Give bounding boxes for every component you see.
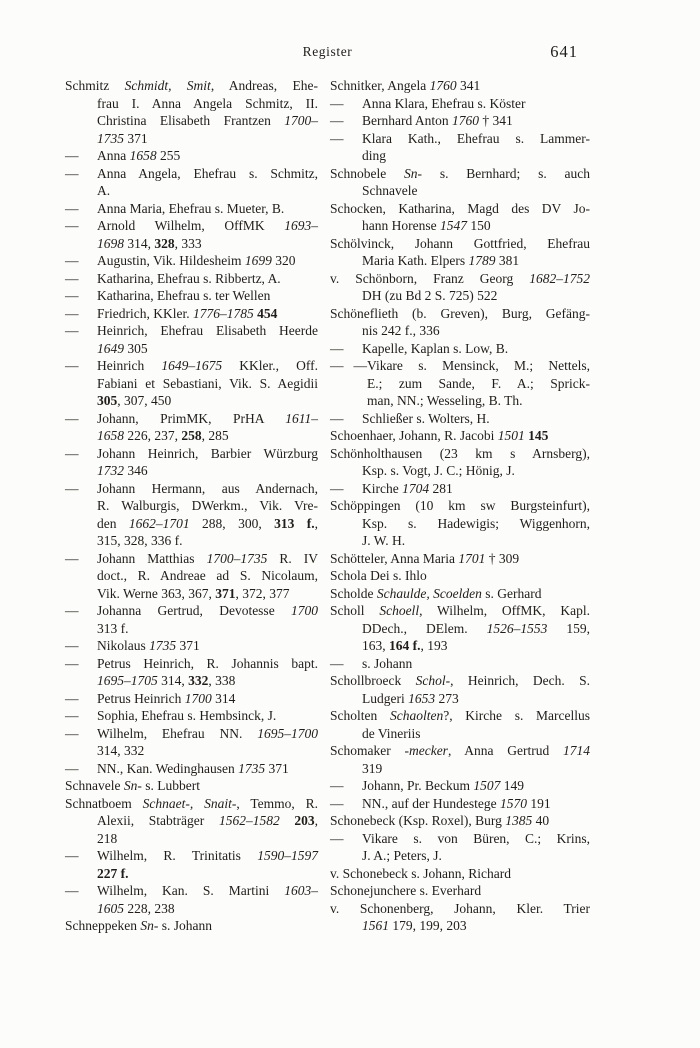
entry-dash: — — [330, 340, 344, 356]
index-line: Schnatboem Schnaet-, Snait-, Temmo, R. — [65, 795, 318, 811]
index-line: Schöppingen (10 km sw Burgsteinfurt), — [330, 498, 590, 513]
entry-dash: — — [330, 113, 344, 128]
index-line: 305, 307, 450 — [97, 393, 172, 408]
index-line: 227 f. — [97, 865, 129, 881]
index-line: Schola Dei s. Ihlo — [330, 568, 427, 583]
index-line: v. Schonebeck s. Johann, Richard — [330, 865, 511, 881]
index-line: J. W. H. — [362, 533, 406, 548]
index-line: R. Walburgis, DWerkm., Vik. Vre- — [97, 498, 318, 513]
index-line: — Kapelle, Kaplan s. Low, B. — [330, 340, 509, 356]
index-line: Schmitz Schmidt, Smit, Andreas, Ehe- — [65, 78, 318, 93]
index-column-left — [65, 77, 318, 935]
index-line: — s. Johann — [330, 655, 413, 671]
index-line: Schonebeck (Ksp. Roxel), Burg 1385 40 — [330, 813, 550, 828]
index-line: — Wilhelm, R. Trinitatis 1590–1597 — [65, 848, 318, 863]
entry-dash: — — [65, 253, 79, 268]
entry-dash: — — [330, 480, 344, 496]
index-line: DDech., DElem. 1526–1553 159, — [362, 620, 590, 636]
index-line: Schneppeken Sn- s. Johann — [65, 918, 212, 933]
entry-dash: — — [65, 270, 79, 286]
index-line: Fabiani et Sebastiani, Vik. S. Aegidii — [97, 375, 318, 391]
index-line: 1698 314, 328, 333 — [97, 235, 202, 251]
entry-dash: — — [330, 130, 344, 146]
index-line: Schocken, Katharina, Magd des DV Jo- — [330, 200, 590, 216]
index-line: — Bernhard Anton 1760 † 341 — [330, 113, 513, 128]
entry-dash: — — [65, 655, 79, 671]
entry-dash: — — [65, 690, 79, 706]
index-line: E.; zum Sande, F. A.; Sprick- — [367, 375, 590, 391]
index-line: — Johann Hermann, aus Andernach, — [65, 480, 318, 496]
index-line: 1735 371 — [97, 130, 148, 146]
index-line: — Vikare s. von Büren, C.; Krins, — [330, 830, 590, 846]
entry-dash: — — [65, 358, 79, 373]
entry-dash: — — [65, 848, 79, 863]
index-line: Ksp. s. Hadewigis; Wiggenhorn, — [362, 515, 590, 531]
index-line: — Klara Kath., Ehefrau s. Lammer- — [330, 130, 590, 146]
index-line: — Anna Maria, Ehefrau s. Mueter, B. — [65, 200, 285, 216]
running-head — [65, 42, 590, 62]
index-line: Schnitker, Angela 1760 341 — [330, 78, 481, 93]
entry-dash: — — — [330, 358, 367, 373]
entry-dash: — — [65, 410, 79, 426]
entry-dash: — — [65, 148, 79, 163]
index-line: Maria Kath. Elpers 1789 381 — [362, 253, 520, 268]
index-line: doct., R. Andreae ad S. Nicolaum, — [97, 568, 318, 583]
index-line: — Anna Angela, Ehefrau s. Schmitz, — [65, 165, 318, 181]
entry-dash: — — [330, 95, 344, 111]
entry-dash: — — [65, 760, 79, 776]
index-line: hann Horense 1547 150 — [362, 218, 491, 233]
index-line: Christina Elisabeth Frantzen 1700– — [97, 113, 318, 128]
index-line: DH (zu Bd 2 S. 725) 522 — [362, 288, 498, 303]
index-line: man, NN.; Wesseling, B. Th. — [367, 393, 523, 408]
index-line: — Wilhelm, Kan. S. Martini 1603– — [65, 883, 318, 898]
index-line: Schönholthausen (23 km s Arnsberg), — [330, 445, 590, 461]
index-line: — Anna 1658 255 — [65, 148, 181, 163]
index-line: 1561 179, 199, 203 — [362, 918, 467, 933]
index-line: — —Vikare s. Mensinck, M.; Nettels, — [330, 358, 590, 373]
index-line: 319 — [362, 760, 383, 776]
index-line: — Petrus Heinrich 1700 314 — [65, 690, 236, 706]
index-line: 1658 226, 237, 258, 285 — [97, 428, 229, 443]
index-line: — Heinrich, Ehefrau Elisabeth Heerde — [65, 323, 318, 338]
entry-dash: — — [330, 655, 344, 671]
index-line: Schollbroeck Schol-, Heinrich, Dech. S. — [330, 673, 590, 688]
index-line: — Johanna Gertrud, Devotesse 1700 — [65, 603, 318, 618]
index-line: 218 — [97, 830, 118, 846]
index-line: — Kirche 1704 281 — [330, 480, 453, 496]
index-line: Schnavele Sn- s. Lubbert — [65, 778, 200, 793]
index-line: — Heinrich 1649–1675 KKler., Off. — [65, 358, 318, 373]
index-line: 1695–1705 314, 332, 338 — [97, 673, 236, 688]
entry-dash: — — [65, 603, 79, 618]
index-line: — NN., auf der Hundestege 1570 191 — [330, 795, 551, 811]
entry-dash: — — [65, 725, 79, 741]
entry-dash: — — [65, 288, 79, 303]
index-line: J. A.; Peters, J. — [362, 848, 442, 863]
index-line: nis 242 f., 336 — [362, 323, 440, 338]
index-line: — Katharina, Ehefrau s. Ribbertz, A. — [65, 270, 281, 286]
index-line: 313 f. — [97, 620, 129, 636]
index-line: 314, 332 — [97, 743, 145, 758]
index-line: Alexii, Stabträger 1562–1582 203, — [97, 813, 318, 828]
page-header-title: Register — [302, 44, 353, 59]
index-line: Schnobele Sn- s. Bernhard; s. auch — [330, 165, 590, 181]
entry-dash: — — [65, 480, 79, 496]
index-line: — Johann, PrimMK, PrHA 1611– — [65, 410, 318, 426]
entry-dash: — — [65, 638, 79, 653]
index-line: 315, 328, 336 f. — [97, 533, 183, 548]
index-line: — Augustin, Vik. Hildesheim 1699 320 — [65, 253, 296, 268]
index-column-right — [330, 77, 590, 935]
index-line: — NN., Kan. Wedinghausen 1735 371 — [65, 760, 289, 776]
entry-dash: — — [65, 323, 79, 338]
index-line: Schölvinck, Johann Gottfried, Ehefrau — [330, 235, 590, 251]
index-line: v. Schonenberg, Johann, Kler. Trier — [330, 900, 590, 916]
entry-dash: — — [65, 165, 79, 181]
index-line: 163, 164 f., 193 — [362, 638, 448, 653]
index-line: 1605 228, 238 — [97, 900, 175, 916]
index-line: Schoenhaer, Johann, R. Jacobi 1501 145 — [330, 428, 549, 443]
entry-dash: — — [65, 445, 79, 461]
index-line: Schöneflieth (b. Greven), Burg, Gefäng- — [330, 305, 590, 321]
index-line: Scholten Schaolten?, Kirche s. Marcellus — [330, 708, 590, 723]
entry-dash: — — [330, 795, 344, 811]
index-line: A. — [97, 183, 111, 198]
index-line: — Schließer s. Wolters, H. — [330, 410, 490, 426]
index-line: Schnavele — [362, 183, 418, 198]
index-line: Schomaker -mecker, Anna Gertrud 1714 — [330, 743, 590, 758]
index-line: — Anna Klara, Ehefrau s. Köster — [330, 95, 526, 111]
index-line: — Arnold Wilhelm, OffMK 1693– — [65, 218, 318, 233]
index-line: ding — [362, 148, 387, 163]
index-line: Schötteler, Anna Maria 1701 † 309 — [330, 550, 520, 566]
index-line: Ludgeri 1653 273 — [362, 690, 459, 706]
index-line: — Johann Matthias 1700–1735 R. IV — [65, 550, 318, 566]
index-line: — Sophia, Ehefrau s. Hembsinck, J. — [65, 708, 277, 723]
entry-dash: — — [65, 200, 79, 216]
entry-dash: — — [65, 305, 79, 321]
index-line: Scholde Schaulde, Scoelden s. Gerhard — [330, 585, 542, 601]
index-line: — Johann Heinrich, Barbier Würzburg — [65, 445, 318, 461]
index-line: — Johann, Pr. Beckum 1507 149 — [330, 778, 524, 793]
entry-dash: — — [330, 778, 344, 793]
page-number: 641 — [550, 42, 578, 61]
entry-dash: — — [330, 830, 344, 846]
index-line: de Vineriis — [362, 725, 421, 741]
index-line: 1649 305 — [97, 340, 148, 356]
index-columns — [65, 77, 590, 935]
index-line: Ksp. s. Vogt, J. C.; Hönig, J. — [362, 463, 515, 478]
index-line: — Petrus Heinrich, R. Johannis bapt. — [65, 655, 318, 671]
index-line: 1732 346 — [97, 463, 148, 478]
entry-dash: — — [65, 883, 79, 898]
index-line: Schonejunchere s. Everhard — [330, 883, 482, 898]
index-line: den 1662–1701 288, 300, 313 f., — [97, 515, 319, 531]
entry-dash: — — [65, 708, 79, 723]
index-line: — Katharina, Ehefrau s. ter Wellen — [65, 288, 271, 303]
entry-dash: — — [330, 410, 344, 426]
index-line: — Nikolaus 1735 371 — [65, 638, 200, 653]
index-line: v. Schönborn, Franz Georg 1682–1752 — [330, 270, 590, 286]
index-line: — Friedrich, KKler. 1776–1785 454 — [65, 305, 278, 321]
index-line: — Wilhelm, Ehefrau NN. 1695–1700 — [65, 725, 318, 741]
index-line: Scholl Schoell, Wilhelm, OffMK, Kapl. — [330, 603, 590, 618]
entry-dash: — — [65, 550, 79, 566]
index-line: Vik. Werne 363, 367, 371, 372, 377 — [97, 585, 290, 601]
entry-dash: — — [65, 218, 79, 233]
index-line: frau I. Anna Angela Schmitz, II. — [97, 95, 318, 111]
